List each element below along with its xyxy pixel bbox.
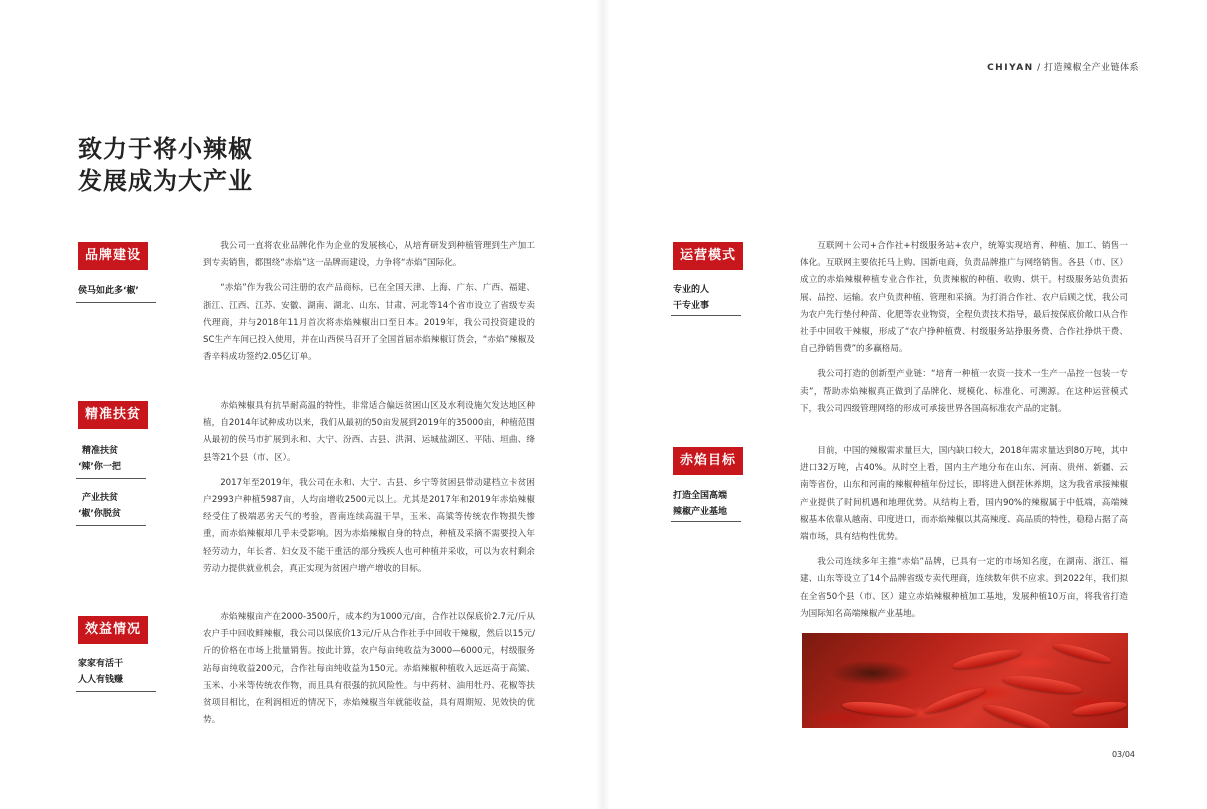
- section-operation-text: [800, 238, 1128, 418]
- section-goal-text: [800, 443, 1128, 623]
- pepper-shape: [1072, 699, 1128, 718]
- pepper-shape: [842, 699, 918, 719]
- header-subtitle: 打造辣椒全产业链体系: [1043, 63, 1139, 73]
- pepper-shape: [922, 684, 987, 717]
- section-benefit-text: [203, 609, 535, 729]
- paragraph: 我公司连续多年主推“赤焰”品牌，已具有一定的市场知名度，在湖南、浙江、福建、山东等设立了14个品牌省级专卖代理商，连续数年供不应求。到2022年，我们拟在全省50个县（市、区）建立赤焰辣椒种植加工基地，发展种植10万亩，将我省打造为国际知名高端辣椒产业基地。: [800, 557, 1128, 619]
- sub-benefit: [78, 656, 123, 688]
- spread-fold: [596, 0, 610, 809]
- sub-poverty-2: [78, 490, 121, 522]
- sub-goal-line1: 打造全国高端: [673, 491, 728, 501]
- page-title-line1: 致力于将小辣椒: [78, 134, 253, 163]
- sub-poverty-2-line2: ‘椒’你脱贫: [78, 509, 121, 519]
- sub-brand: 侯马如此多‘椒’: [78, 286, 139, 296]
- divider-poverty-1: [76, 478, 146, 479]
- tag-brand-building: 品牌建设: [78, 242, 148, 270]
- page-number: 03/04: [1111, 750, 1135, 759]
- pepper-shape: [1001, 672, 1082, 696]
- sub-poverty-1-line2: ‘辣’你一把: [78, 462, 121, 472]
- pepper-shape: [952, 646, 1023, 672]
- pepper-shape: [1052, 640, 1113, 665]
- divider-benefit: [76, 691, 156, 692]
- page-title: [78, 133, 253, 197]
- paragraph: 我公司打造的创新型产业链：“培育一种植一农资一技术一生产一品控一包装一专卖”，帮助赤焰辣椒真正做到了品牌化、规模化、标准化、可溯源。在这种运营模式下，我公司四级管理网络的形成可承接世界各国高标准农产品的定制。: [800, 369, 1128, 414]
- divider-operation: [671, 315, 741, 316]
- divider-brand: [76, 302, 156, 303]
- sub-poverty-1-line1: 精准扶贫: [82, 446, 119, 456]
- sub-benefit-line2: 人人有钱赚: [78, 675, 124, 685]
- brand-logo-text: CHIYAN: [987, 63, 1034, 73]
- divider-goal: [671, 521, 741, 522]
- section-poverty-text: [203, 398, 535, 578]
- chili-pepper-photo: [802, 633, 1128, 728]
- paragraph: 互联网＋公司+合作社+村级服务站+农户，统筹实现培育、种植、加工、销售一体化。互联网主要依托马上购、国新电商，负责品牌推广与网络销售。各县（市、区）成立的赤焰辣椒种植专业合作社，负责辣椒的种植、收购、烘干。村级服务站负责拓展、品控、运输。农户负责种植、管理和采摘。为打消合作社、农户后顾之忧，我公司为农户先行垫付种苗、化肥等农业物资，全程负责技术指导，最后按保底价敞口从合作社手中回收干辣椒，形成了“农户挣种植费、村级服务站挣服务费、合作社挣烘干费、自己挣销售费”的多赢格局。: [800, 241, 1128, 355]
- sub-goal-line2: 辣椒产业基地: [673, 507, 728, 517]
- sub-operation: [673, 282, 709, 314]
- paragraph: 我公司一直将农业品牌化作为企业的发展核心，从培育研发到种植管理到生产加工到专卖销售，都围绕“赤焰”这一品牌而建设，力争将“赤焰”国际化。: [203, 241, 535, 269]
- tag-chiyan-goal: 赤焰目标: [673, 447, 743, 475]
- header-separator: /: [1033, 63, 1044, 73]
- paragraph: 目前，中国的辣椒需求量巨大，国内缺口较大，2018年需求量达到80万吨，其中进口32万吨，占40%。从时空上看，国内主产地分布在山东、河南、贵州、新疆、云南等省份，山东和河南的辣椒种植年份过长，即将进入倒茬休养期，这为我省承接辣椒产业提供了时间机遇和地理优势。从结构上看，国内90%的辣椒属于中低端，高端辣椒基本依靠从越南、印度进口，而赤焰辣椒以其高辣度、高品质的特性，稳稳占据了高端市场，具有结构性优势。: [800, 446, 1128, 543]
- header-brand: [987, 60, 1139, 73]
- tag-operation-mode: 运营模式: [673, 242, 743, 270]
- tag-benefit: 效益情况: [78, 616, 148, 644]
- sub-goal: [673, 488, 727, 520]
- sub-benefit-line1: 家家有活干: [78, 659, 124, 669]
- sub-poverty-2-line1: 产业扶贫: [82, 493, 119, 503]
- page-title-line2: 发展成为大产业: [78, 166, 253, 195]
- sub-operation-line2: 干专业事: [673, 301, 710, 311]
- sub-poverty-1: [78, 443, 121, 475]
- sub-operation-line1: 专业的人: [673, 285, 710, 295]
- divider-poverty-2: [76, 525, 146, 526]
- pepper-shape: [982, 700, 1052, 728]
- paragraph: 赤焰辣椒亩产在2000-3500斤，成本约为1000元/亩，合作社以保底价2.7元/斤从农户手中回收鲜辣椒，我公司以保底价13元/斤从合作社手中回收干辣椒，然后以15元/斤的价格在市场上批量销售。按此计算，农户每亩纯收益为3000—6000元，村级服务站每亩纯收益200元，合作社每亩纯收益为150元。赤焰辣椒种植收入远远高于高粱、玉米、小米等传统农作物，而且具有很强的抗风险性。与中药材、油用牡丹、花椒等扶贫项目相比，在利润相近的情况下，赤焰辣椒当年就能收益，具有周期短、见效快的优势。: [203, 612, 535, 726]
- paragraph: 赤焰辣椒具有抗旱耐高温的特性，非常适合偏远贫困山区及水利设施欠发达地区种植，自2014年试种成功以来，我们从最初的50亩发展到2019年的35000亩，种植范围从最初的侯马市扩展到永和、大宁、汾西、古县、洪洞、运城盐湖区、平陆、垣曲、绛县等21个县（市、区）。: [203, 401, 535, 463]
- paragraph: 2017年至2019年，我公司在永和、大宁、古县、乡宁等贫困县带动建档立卡贫困户2993户种植5987亩，人均亩增收2500元以上。尤其是2017年和2019年赤焰辣椒经受住了极端恶劣天气的考验，晋南连续高温干旱，玉米、高粱等传统农作物损失惨重，而赤焰辣椒却几乎未受影响。因为赤焰辣椒自身的特点，种植及采摘不需要投入年轻劳动力，年长者、妇女及不能干重活的部分残疾人也可种植并采收，可以为农村剩余劳动力提供就业机会，真正实现为贫困户增产增收的目标。: [203, 477, 535, 574]
- tag-poverty-alleviation: 精准扶贫: [78, 401, 148, 429]
- paragraph: “赤焰”作为我公司注册的农产品商标，已在全国天津、上海、广东、广西、福建、浙江、江西、江苏、安徽、湖南、湖北、山东、甘肃、河北等14个省市设立了省级专卖代理商，并与2018年11月首次将赤焰辣椒出口至日本。2019年，我公司投资建设的SC生产车间已投入使用，并在山西侯马召开了全国首届赤焰辣椒订货会，“赤焰”辣椒及香辛料成功签约2.05亿订单。: [203, 283, 535, 363]
- section-brand-text: [203, 238, 535, 366]
